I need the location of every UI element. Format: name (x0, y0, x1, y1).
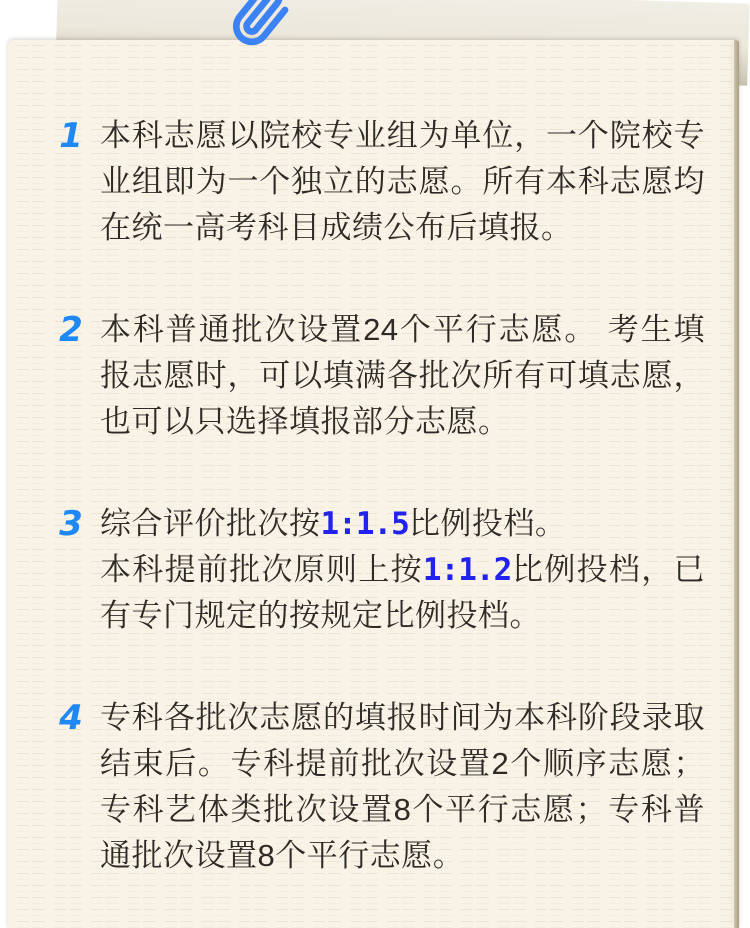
text-segment: 综合评价批次按 (100, 506, 321, 541)
item-text (100, 501, 705, 639)
rule-item-3 (56, 501, 705, 639)
item-number-badge: 1 (59, 116, 83, 156)
rule-item-2 (56, 307, 705, 445)
rule-item-1 (56, 113, 705, 251)
item-number-badge: 3 (59, 504, 83, 544)
rules-list (8, 113, 739, 928)
paperclip-icon (227, 0, 295, 49)
text-segment: 比例投档。 (408, 506, 567, 541)
item-text (100, 695, 705, 879)
item-text (100, 307, 705, 445)
item-number-badge: 2 (59, 310, 83, 350)
page-edge (734, 40, 739, 928)
text-segment: 本科志愿以院校专业组为单位，一个院校专业组即为一个独立的志愿。所有本科志愿均在统一高考科目成绩公布后填报。 (100, 118, 705, 245)
text-segment: 专科各批次志愿的填报时间为本科阶段录取结束后。专科提前批次设置2个顺序志愿；专科艺体类批次设置8个平行志愿；专科普通批次设置8个平行志愿。 (100, 700, 705, 873)
paper-card (8, 40, 739, 928)
text-segment: 本科提前批次原则上按 (100, 552, 423, 587)
item-number-badge: 4 (59, 698, 83, 738)
ratio-value: 1:1.2 (422, 552, 512, 588)
ratio-value: 1:1.5 (320, 506, 409, 542)
text-segment: 比例投档，已有专门规定的按规定比例投档。 (100, 552, 706, 633)
item-text (100, 113, 705, 251)
rule-item-4 (56, 695, 705, 879)
text-segment: 本科普通批次设置24个平行志愿。 考生填报志愿时，可以填满各批次所有可填志愿，也可以只选择填报部分志愿。 (100, 312, 705, 439)
